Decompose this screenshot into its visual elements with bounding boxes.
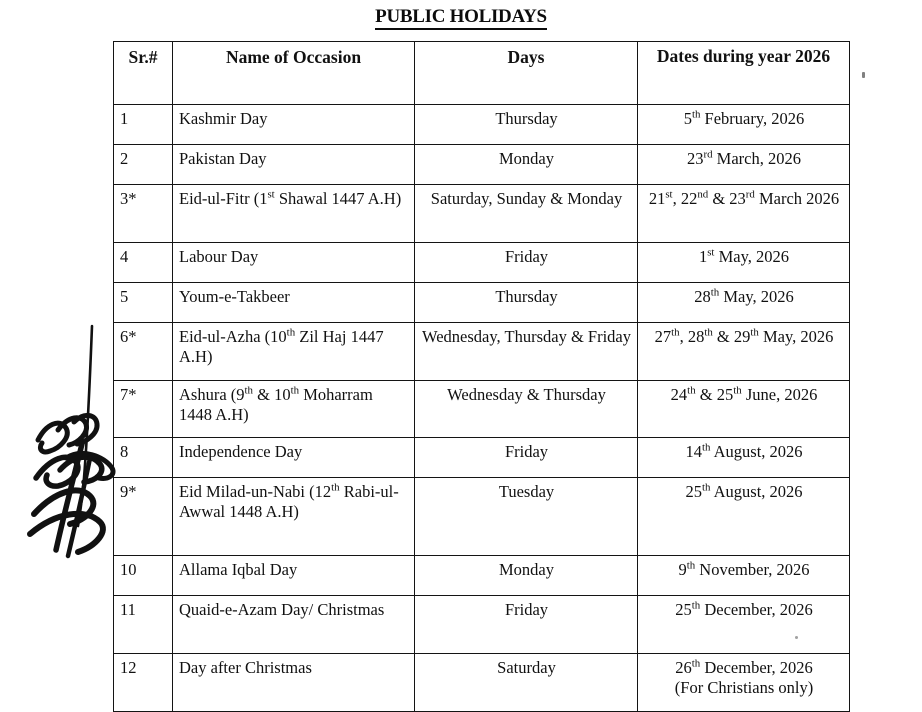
table-row xyxy=(114,145,850,185)
cell-dates: 23rd March, 2026 xyxy=(638,145,850,185)
cell-occasion-name: Day after Christmas xyxy=(173,654,415,712)
table-row xyxy=(114,596,850,654)
table-row xyxy=(114,381,850,438)
public-holidays-table xyxy=(113,41,850,712)
cell-occasion-name: Eid Milad-un-Nabi (12th Rabi-ul- Awwal 1448 A.H) xyxy=(173,478,415,556)
cell-occasion-name: Youm-e-Takbeer xyxy=(173,283,415,323)
cell-serial-number: 9* xyxy=(114,478,173,556)
cell-occasion-name: Allama Iqbal Day xyxy=(173,556,415,596)
cell-days: Friday xyxy=(415,596,638,654)
cell-dates: 28th May, 2026 xyxy=(638,283,850,323)
cell-serial-number: 4 xyxy=(114,243,173,283)
cell-occasion-name: Quaid-e-Azam Day/ Christmas xyxy=(173,596,415,654)
cell-days: Tuesday xyxy=(415,478,638,556)
cell-occasion-name: Eid-ul-Fitr (1st Shawal 1447 A.H) xyxy=(173,185,415,243)
cell-serial-number: 10 xyxy=(114,556,173,596)
cell-serial-number: 5 xyxy=(114,283,173,323)
table-row xyxy=(114,478,850,556)
table-body xyxy=(114,105,850,712)
cell-occasion-name: Kashmir Day xyxy=(173,105,415,145)
cell-serial-number: 7* xyxy=(114,381,173,438)
cell-occasion-name: Labour Day xyxy=(173,243,415,283)
column-header-days: Days xyxy=(415,42,638,105)
cell-dates: 24th & 25th June, 2026 xyxy=(638,381,850,438)
cell-days: Monday xyxy=(415,145,638,185)
cell-occasion-name: Pakistan Day xyxy=(173,145,415,185)
cell-days: Monday xyxy=(415,556,638,596)
table-row xyxy=(114,283,850,323)
column-header-name: Name of Occasion xyxy=(173,42,415,105)
table-row xyxy=(114,105,850,145)
cell-serial-number: 2 xyxy=(114,145,173,185)
cell-dates: 5th February, 2026 xyxy=(638,105,850,145)
cell-days: Saturday xyxy=(415,654,638,712)
cell-serial-number: 12 xyxy=(114,654,173,712)
cell-occasion-name: Eid-ul-Azha (10th Zil Haj 1447 A.H) xyxy=(173,323,415,381)
cell-dates: 26th December, 2026 (For Christians only) xyxy=(638,654,850,712)
cell-days: Wednesday & Thursday xyxy=(415,381,638,438)
cell-serial-number: 3* xyxy=(114,185,173,243)
page-title xyxy=(0,6,922,28)
column-header-sr: Sr.# xyxy=(114,42,173,105)
cell-days: Thursday xyxy=(415,283,638,323)
table-header-row xyxy=(114,42,850,105)
scan-artifact-speck xyxy=(862,72,865,78)
table-row xyxy=(114,323,850,381)
table-row xyxy=(114,243,850,283)
table-header xyxy=(114,42,850,105)
cell-occasion-name: Independence Day xyxy=(173,438,415,478)
cell-dates: 21st, 22nd & 23rd March 2026 xyxy=(638,185,850,243)
table-row xyxy=(114,654,850,712)
scan-artifact-speck2 xyxy=(795,636,798,639)
cell-dates: 25th August, 2026 xyxy=(638,478,850,556)
cell-days: Thursday xyxy=(415,105,638,145)
cell-serial-number: 11 xyxy=(114,596,173,654)
cell-serial-number: 1 xyxy=(114,105,173,145)
cell-dates: 1st May, 2026 xyxy=(638,243,850,283)
cell-serial-number: 8 xyxy=(114,438,173,478)
table-row xyxy=(114,185,850,243)
column-header-dates: Dates during year 2026 xyxy=(638,42,850,105)
cell-dates: 9th November, 2026 xyxy=(638,556,850,596)
cell-dates: 27th, 28th & 29th May, 2026 xyxy=(638,323,850,381)
page-title-text: PUBLIC HOLIDAYS xyxy=(375,6,547,30)
cell-dates: 14th August, 2026 xyxy=(638,438,850,478)
cell-days: Friday xyxy=(415,243,638,283)
handwritten-signature xyxy=(16,318,126,568)
cell-dates: 25th December, 2026 xyxy=(638,596,850,654)
table-row xyxy=(114,438,850,478)
cell-serial-number: 6* xyxy=(114,323,173,381)
table-row xyxy=(114,556,850,596)
cell-occasion-name: Ashura (9th & 10th Moharram 1448 A.H) xyxy=(173,381,415,438)
cell-days: Friday xyxy=(415,438,638,478)
cell-days: Saturday, Sunday & Monday xyxy=(415,185,638,243)
cell-days: Wednesday, Thursday & Friday xyxy=(415,323,638,381)
